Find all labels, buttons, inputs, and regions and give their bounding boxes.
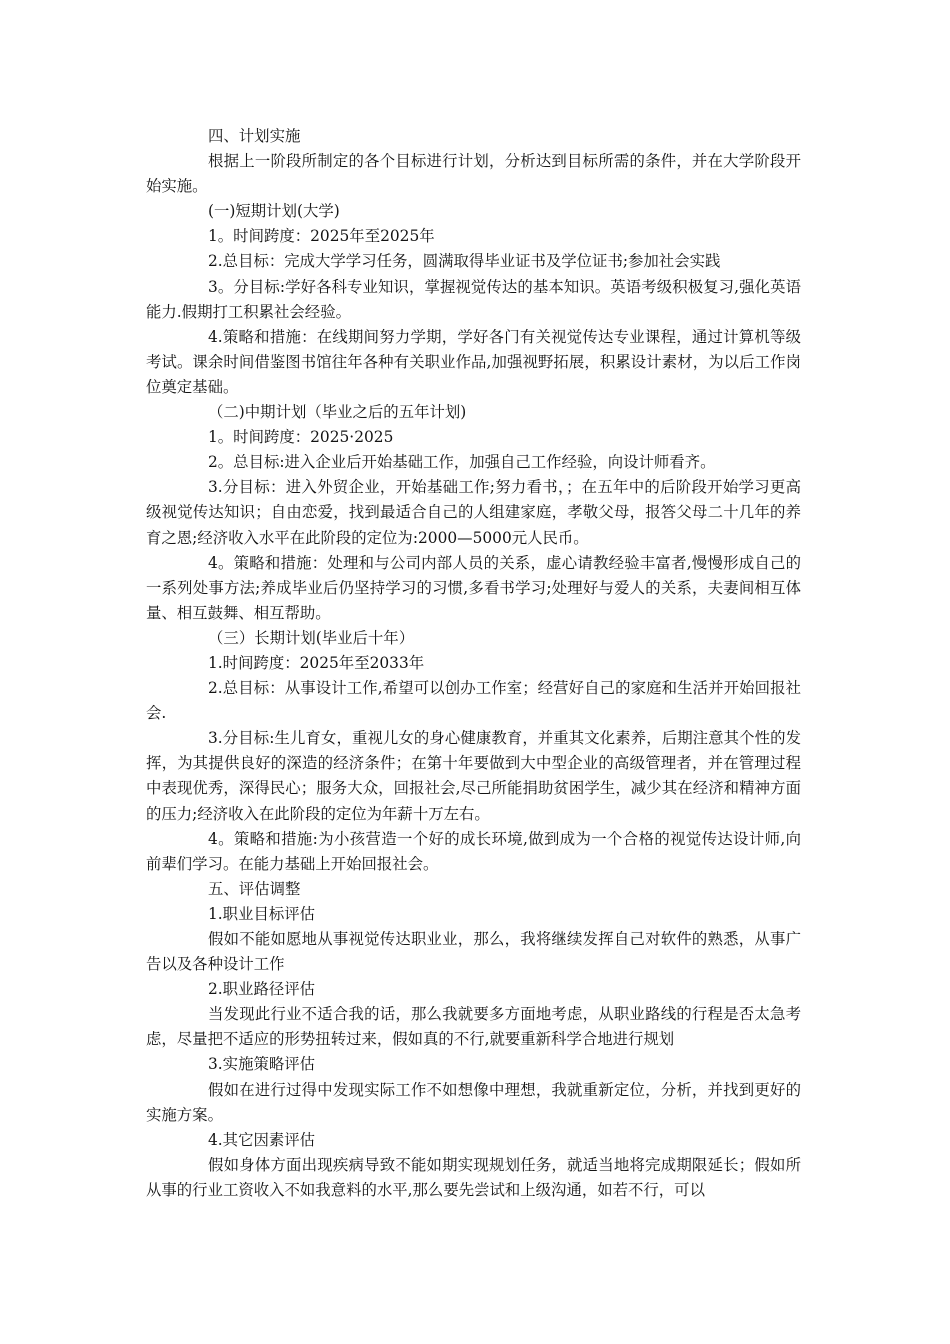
section-heading-evaluation: 五、评估调整 <box>208 879 301 898</box>
paragraph: 假如身体方面出现疾病导致不能如期实现规划任务，就适当地将完成期限延长；假如所从事的行业工资收入不如我意料的水平,那么要先尝试和上级沟通，如若不行，可以 <box>146 1155 801 1199</box>
paragraph: 2.总目标：从事设计工作,希望可以创办工作室；经营好自己的家庭和生活并开始回报社会. <box>146 679 801 723</box>
paragraph: 假如不能如愿地从事视觉传达职业业，那么，我将继续发挥自己对软件的熟悉，从事广告以及各种设计工作 <box>146 930 801 974</box>
paragraph: 当发现此行业不适合我的话，那么我就要多方面地考虑，从职业路线的行程是否太急考虑，尽量把不适应的形势扭转过来，假如真的不行,就要重新科学合地进行规划 <box>146 1005 801 1049</box>
subsection-heading-other-factors: 4.其它因素评估 <box>208 1130 316 1149</box>
paragraph: 3.分目标:生儿育女，重视儿女的身心健康教育，并重其文化素养，后期注意其个性的发挥，为其提供良好的深造的经济条件；在第十年要做到大中型企业的高级管理者，并在管理过程中表现优秀，深得民心；服务大众，回报社会,尽己所能捐助贫困学生，减少其在经济和精神方面的压力;经济收入在此阶段的定位为年薪十万左右。 <box>146 729 801 823</box>
paragraph: 2.总目标：完成大学学习任务，圆满取得毕业证书及学位证书;参加社会实践 <box>208 252 721 271</box>
paragraph: 3.分目标：进入外贸企业，开始基础工作;努力看书，；在五年中的后阶段开始学习更高级视觉传达知识；自由恋爱，找到最适合自己的人组建家庭，孝敬父母，报答父母二十几年的养育之恩;经济收入水平在此阶段的定位为:2000—5000元人民币。 <box>146 478 801 547</box>
subsection-heading-career-path: 2.职业路径评估 <box>208 980 316 999</box>
paragraph: 3。分目标:学好各科专业知识，掌握视觉传达的基本知识。英语考级积极复习,强化英语能力.假期打工积累社会经验。 <box>146 277 801 321</box>
subsection-heading-career-goal: 1.职业目标评估 <box>208 904 316 923</box>
subsection-heading-long-term: （三）长期计划(毕业后十年） <box>208 628 415 647</box>
paragraph: 2。总目标:进入企业后开始基础工作，加强自己工作经验，向设计师看齐。 <box>208 453 716 472</box>
paragraph: 4.策略和措施：在线期间努力学期，学好各门有关视觉传达专业课程，通过计算机等级考试。课余时间借鉴图书馆往年各种有关职业作品,加强视野拓展，积累设计素材，为以后工作岗位奠定基础。 <box>146 327 801 396</box>
section-heading-plan-implementation: 四、计划实施 <box>208 127 301 145</box>
paragraph: 1。时间跨度：2025年至2025年 <box>208 227 435 246</box>
paragraph: 4。策略和措施:为小孩营造一个好的成长环境,做到成为一个合格的视觉传达设计师,向前辈们学习。在能力基础上开始回报社会。 <box>146 829 801 873</box>
subsection-heading-mid-term: （二)中期计划（毕业之后的五年计划) <box>208 403 467 422</box>
document-body <box>146 124 801 1203</box>
paragraph: 根据上一阶段所制定的各个目标进行计划，分析达到目标所需的条件，并在大学阶段开始实施。 <box>146 152 801 196</box>
subsection-heading-short-term: (一)短期计划(大学) <box>208 202 340 221</box>
paragraph: 假如在进行过得中发现实际工作不如想像中理想，我就重新定位，分析，并找到更好的实施方案。 <box>146 1080 801 1124</box>
paragraph: 4。策略和措施：处理和与公司内部人员的关系，虚心请教经验丰富者,慢慢形成自己的一系列处事方法;养成毕业后仍坚持学习的习惯,多看书学习;处理好与爱人的关系，夫妻间相互体量、相互鼓舞、相互帮助。 <box>146 553 801 622</box>
subsection-heading-strategy: 3.实施策略评估 <box>208 1055 316 1074</box>
paragraph: 1.时间跨度：2025年至2033年 <box>208 653 425 672</box>
paragraph: 1。时间跨度：2025·2025 <box>208 428 394 447</box>
